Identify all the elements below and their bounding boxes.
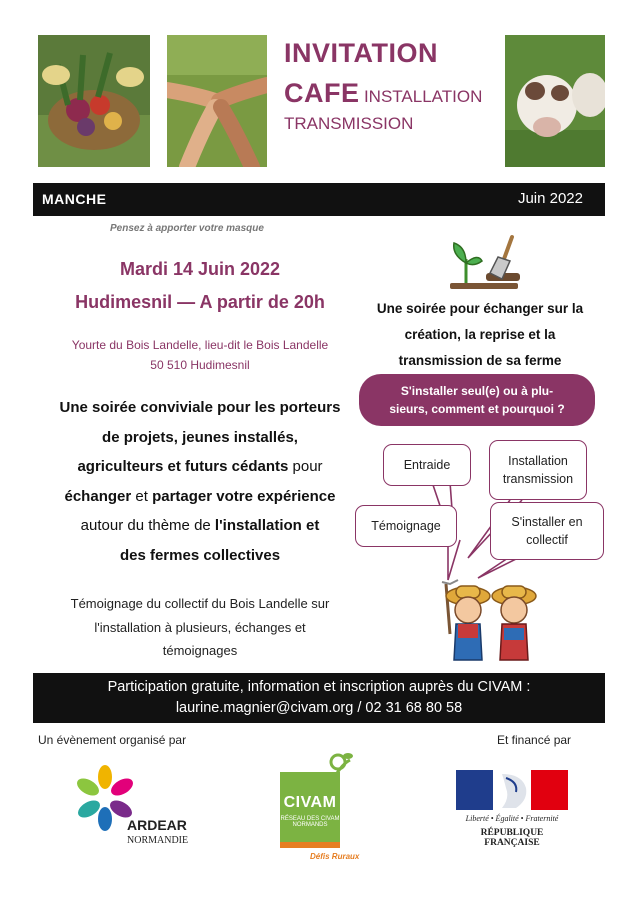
description-line-2: de projets, jeunes installés, bbox=[102, 428, 298, 446]
description-et: et bbox=[131, 487, 153, 505]
event-date: Mardi 14 Juin 2022 bbox=[119, 259, 281, 279]
photo-cows bbox=[505, 35, 605, 167]
description-pour: pour bbox=[288, 458, 323, 475]
bubble-sinstaller-line-2: collectif bbox=[526, 533, 568, 547]
farmers-illustration bbox=[438, 574, 544, 664]
ardear-name: ARDEAR bbox=[127, 817, 187, 833]
bubble-sinstaller-collectif bbox=[490, 502, 604, 560]
testimony-line-3: témoignages bbox=[162, 643, 238, 658]
title-cafe: CAFE bbox=[284, 78, 360, 108]
region-label: MANCHE bbox=[42, 191, 107, 207]
event-place-time: Hudimesnil — A partir de 20h bbox=[75, 292, 325, 312]
description-line-6: des fermes collectives bbox=[119, 546, 281, 564]
description bbox=[25, 393, 375, 570]
civam-network-1b: DES CIVAM bbox=[306, 816, 340, 822]
info-bar bbox=[33, 673, 605, 723]
description-installation: l'installation et bbox=[214, 517, 320, 534]
header-band bbox=[33, 183, 605, 216]
ardear-region: NORMANDIE bbox=[127, 835, 189, 846]
description-line-3 bbox=[25, 452, 375, 482]
rf-name: RÉPUBLIQUE FRANÇAISE bbox=[480, 828, 544, 848]
ardear-flower-icon bbox=[77, 765, 133, 835]
title-line2 bbox=[284, 78, 482, 109]
rf-motto: Liberté • Égalité • Fraternité bbox=[465, 814, 559, 823]
info-bar-line-1: Participation gratuite, information et inscription auprès du CIVAM : bbox=[107, 679, 531, 695]
testimony bbox=[25, 592, 375, 663]
description-line-4 bbox=[25, 482, 375, 512]
description-line-5 bbox=[25, 511, 375, 541]
bubble-installation-line-1: Installation bbox=[508, 453, 568, 468]
bubble-installation-line-2: transmission bbox=[502, 472, 574, 486]
testimony-line-2: l'installation à plusieurs, échanges et bbox=[94, 619, 306, 635]
description-line-1: Une soirée conviviale pour les porteurs bbox=[59, 399, 341, 416]
marianne-icon bbox=[456, 770, 568, 810]
question-pill bbox=[359, 374, 595, 426]
civam-orange-band bbox=[280, 842, 340, 848]
civam-name: CIVAM bbox=[283, 794, 337, 811]
testimony-line-1: Témoignage du collectif du Bois Landelle sur bbox=[70, 596, 330, 611]
question-pill-line-1: S'installer seul(e) ou à plu- bbox=[400, 384, 554, 398]
event-address-2: 50 510 Hudimesnil bbox=[150, 358, 250, 372]
description-partager: partager votre expérience bbox=[152, 487, 336, 505]
info-bar-contact[interactable]: laurine.magnier@civam.org / 02 31 68 80 58 bbox=[175, 700, 463, 716]
civam-logo bbox=[278, 750, 368, 870]
right-summary-line-3: transmission de sa ferme bbox=[398, 353, 562, 368]
photo-vegetable-basket bbox=[38, 35, 150, 167]
bubble-temoignage bbox=[355, 505, 457, 547]
date-label: Juin 2022 bbox=[517, 190, 583, 207]
right-summary-line-1: Une soirée pour échanger sur la bbox=[376, 301, 584, 316]
title-transmission: TRANSMISSION bbox=[284, 114, 414, 133]
title-installation: INSTALLATION bbox=[363, 87, 483, 106]
event-address-1: Yourte du Bois Landelle, lieu-dit le Bois Landelle bbox=[71, 338, 329, 352]
photo-joined-hands bbox=[167, 35, 267, 167]
description-autour: autour du thème de bbox=[80, 517, 215, 534]
description-bold-actors: agriculteurs et futurs cédants bbox=[77, 458, 289, 475]
civam-box bbox=[280, 772, 340, 848]
civam-network-1: RÉSEAU bbox=[280, 816, 306, 822]
bubble-entraide bbox=[383, 444, 471, 486]
title-invitation: INVITATION bbox=[284, 38, 438, 68]
right-summary bbox=[360, 296, 600, 374]
civam-defis: Défis Ruraux bbox=[310, 852, 360, 861]
civam-normands: NORMANDS bbox=[292, 822, 328, 828]
bubble-temoignage-text: Témoignage bbox=[371, 518, 441, 533]
right-summary-line-2: création, la reprise et la bbox=[404, 327, 556, 342]
question-pill-line-2: sieurs, comment et pourquoi ? bbox=[389, 402, 565, 416]
bubble-sinstaller-line-1: S'installer en bbox=[511, 514, 583, 529]
republique-francaise-logo bbox=[453, 770, 571, 850]
ardear-logo bbox=[75, 765, 205, 855]
bubble-installation-transmission bbox=[489, 440, 587, 500]
description-echanger: échanger bbox=[64, 487, 132, 505]
seedling-shovel-icon bbox=[446, 233, 522, 291]
financed-by-label: Et financé par bbox=[497, 733, 572, 747]
bubble-entraide-text: Entraide bbox=[403, 457, 451, 472]
mask-note: Pensez à apporter votre masque bbox=[110, 223, 264, 234]
organised-by-label: Un évènement organisé par bbox=[38, 733, 187, 747]
